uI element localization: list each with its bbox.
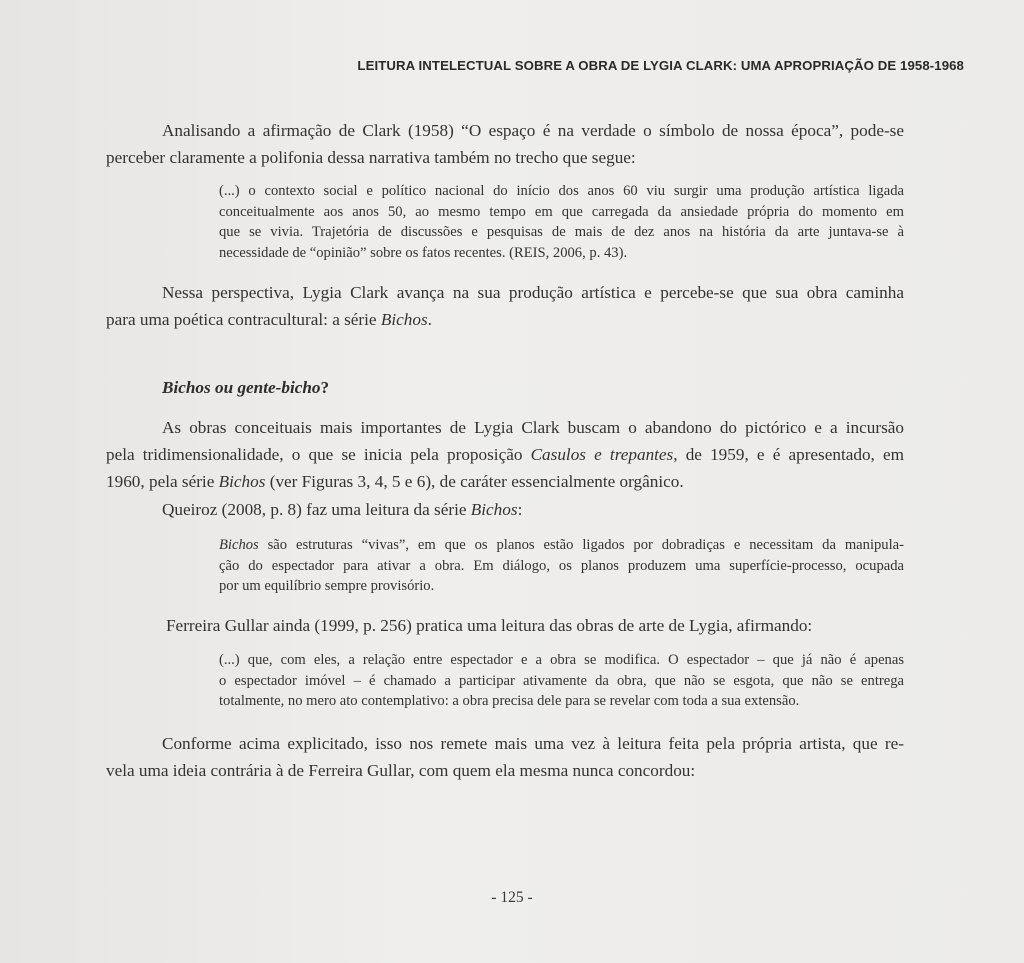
paragraph-1: [106, 117, 904, 171]
bichos-title: Bichos: [218, 472, 266, 491]
section-heading-mark: ?: [320, 378, 330, 397]
section-heading-text: Bichos ou gente-bicho: [162, 378, 321, 397]
paragraph-3-line-3: [106, 468, 904, 495]
section-heading: [162, 378, 329, 398]
paragraph-3-line-2: [106, 441, 904, 468]
paragraph-4: [106, 496, 904, 523]
paragraph-5-line-1: Ferreira Gullar ainda (1999, p. 256) pratica uma leitura das obras de arte de Lygia, afirmando:: [166, 616, 813, 635]
casulos-title: Casulos e trepantes: [530, 445, 674, 464]
paragraph-6-line-2: vela uma ideia contrária à de Ferreira Gullar, com quem ela mesma nunca concordou:: [106, 761, 696, 780]
block-quote-3: [219, 650, 904, 712]
paragraph-2-line-2: [106, 306, 904, 333]
paragraph-4-text: Queiroz (2008, p. 8) faz uma leitura da série: [162, 500, 471, 519]
quote-3-line-1: (...) que, com eles, a relação entre espectador e a obra se modifica. O espectador – que já não é apenas: [219, 652, 904, 668]
quote-2-text: são estruturas “vivas”, em que os planos estão ligados por dobradiças e necessitam da manipula-: [258, 537, 904, 553]
block-quote-1: [219, 181, 904, 263]
quote-3-line-3: totalmente, no mero ato contemplativo: a obra precisa dele para se revelar com toda a sua extensão.: [219, 693, 800, 709]
paragraph-1-line-2: perceber claramente a polifonia dessa narrativa também no trecho que segue:: [106, 148, 636, 167]
running-header: LEITURA INTELECTUAL SOBRE A OBRA DE LYGIA CLARK: UMA APROPRIAÇÃO DE 1958-1968: [357, 58, 964, 73]
paragraph-3: [106, 414, 904, 495]
bichos-title: Bichos: [219, 537, 259, 553]
quote-1-line-3: que se vivia. Trajetória de discussões e pesquisas de mais de dez anos na história da arte juntava-se à: [219, 224, 904, 240]
quote-2-line-3: por um equilíbrio sempre provisório.: [219, 578, 435, 594]
paragraph-2-line-1: Nessa perspectiva, Lygia Clark avança na sua produção artística e percebe-se que sua obra caminha: [162, 283, 904, 302]
paragraph-2-text: para uma poética contracultural: a série: [106, 310, 381, 329]
paragraph-3-text: pela tridimensionalidade, o que se inicia pela proposição: [106, 445, 531, 464]
page-number: - 125 -: [491, 889, 533, 906]
paragraph-3-end: (ver Figuras 3, 4, 5 e 6), de caráter essencialmente orgânico.: [265, 472, 684, 491]
bichos-title: Bichos: [470, 500, 518, 519]
quote-1-line-2: conceitualmente aos anos 50, ao mesmo tempo em que carregada da ansiedade própria do momento em: [219, 203, 904, 220]
paragraph-1-line-1: Analisando a afirmação de Clark (1958) “O espaço é na verdade o símbolo de nossa época”, pode-se: [162, 121, 904, 140]
bichos-title: Bichos: [380, 310, 428, 329]
quote-1-line-1: (...) o contexto social e político nacional do início dos anos 60 viu surgir uma produção artística ligada: [219, 183, 904, 199]
quote-2-line-2: ção do espectador para ativar a obra. Em diálogo, os planos produzem uma superfície-processo, ocupada: [219, 557, 904, 574]
paragraph-4-line-1: [106, 496, 904, 523]
quote-1-line-4: necessidade de “opinião” sobre os fatos recentes. (REIS, 2006, p. 43).: [219, 244, 628, 261]
paragraph-2-end: .: [427, 310, 432, 329]
paragraph-6-line-1: Conforme acima explicitado, isso nos remete mais uma vez à leitura feita pela própria artista, que re-: [162, 734, 904, 753]
paragraph-5: [106, 612, 904, 639]
paragraph-3-line-1: As obras conceituais mais importantes de Lygia Clark buscam o abandono do pictórico e a incursão: [162, 418, 904, 437]
paragraph-6: [106, 730, 904, 784]
quote-3-line-2: o espectador imóvel – é chamado a participar ativamente da obra, que não se esgota, que não se entrega: [219, 672, 904, 689]
quote-2-line-1: [219, 535, 904, 556]
paragraph-3-text-cont: , de 1959, e é apresentado, em: [673, 445, 904, 464]
paragraph-3-text-3: 1960, pela série: [106, 472, 219, 491]
paragraph-2: [106, 279, 904, 333]
block-quote-2: [219, 535, 904, 597]
paragraph-4-end: :: [517, 500, 523, 519]
